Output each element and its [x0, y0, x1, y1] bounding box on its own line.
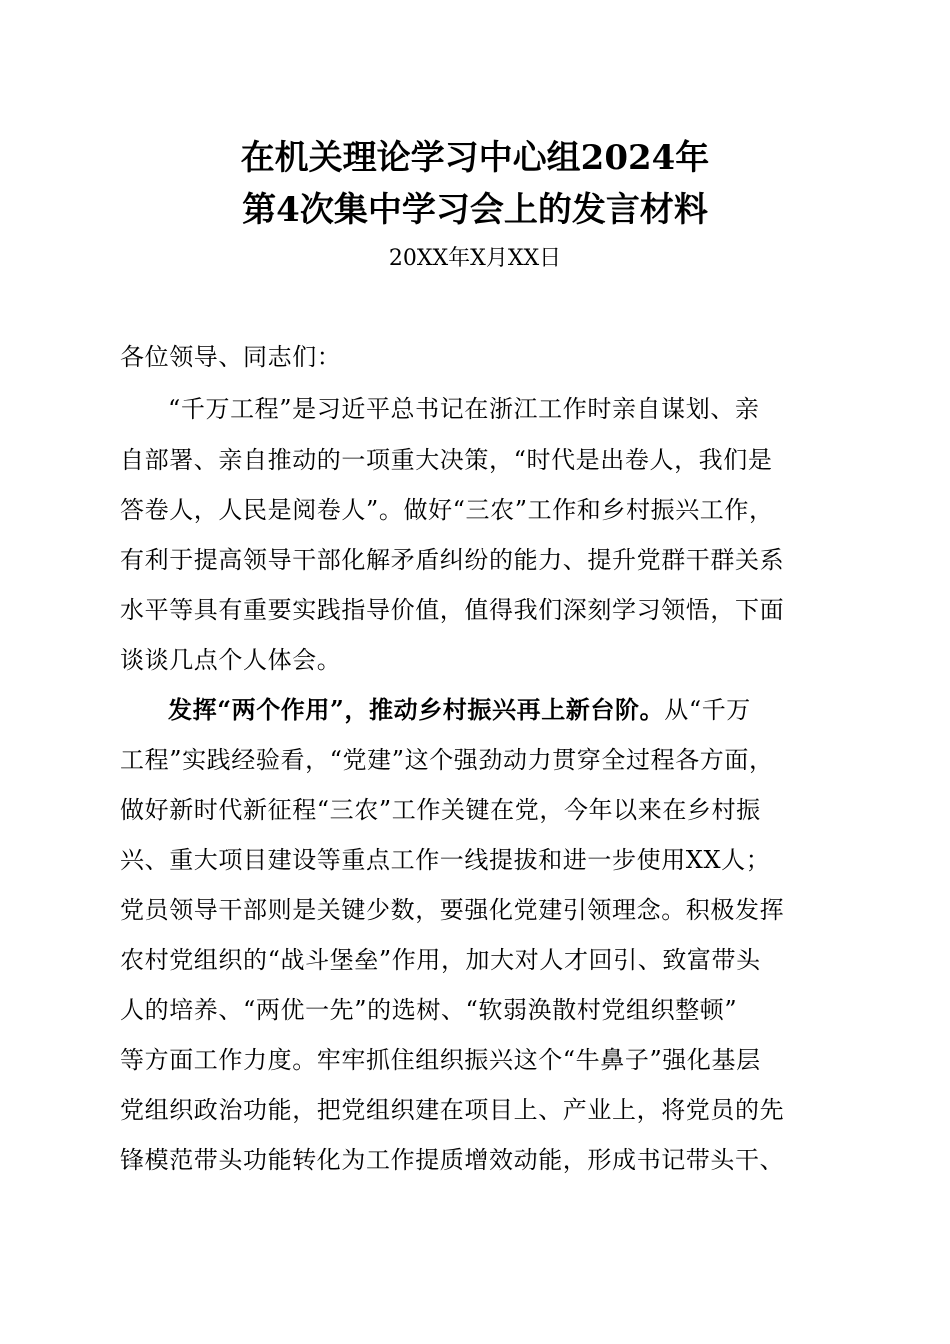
section-1-line: 兴、重大项目建设等重点工作一线提拔和进一步使用XX人；: [120, 846, 771, 874]
section-1-line: 农村党组织的“战斗堡垒”作用，加大对人才回引、致富带头: [120, 946, 761, 974]
document-title-line-1: 在机关理论学习中心组2024年: [240, 138, 710, 178]
section-1-line: 等方面工作力度。牢牢抓住组织振兴这个“牛鼻子”强化基层: [120, 1046, 761, 1074]
paragraph-1-line: 自部署、亲自推动的一项重大决策，“时代是出卷人，我们是: [120, 446, 773, 474]
document-date: 20XX年X月XX日: [388, 246, 562, 271]
section-1-line: 人的培养、“两优一先”的选树、“软弱涣散村党组织整顿”: [120, 996, 738, 1024]
salutation: 各位领导、同志们：: [120, 343, 342, 371]
document-title-line-2: 第4次集中学习会上的发言材料: [242, 190, 708, 230]
section-1-line: 党组织政治功能，把党组织建在项目上、产业上，将党员的先: [120, 1096, 785, 1124]
paragraph-1-line: 谈谈几点个人体会。: [120, 646, 342, 674]
paragraph-1-line: 水平等具有重要实践指导价值，值得我们深刻学习领悟，下面: [120, 596, 785, 624]
section-1-line: 做好新时代新征程“三农”工作关键在党，今年以来在乡村振: [120, 796, 761, 824]
section-1-first-line-text: 从“千万: [664, 696, 751, 724]
section-1-line: 工程”实践经验看，“党建”这个强劲动力贯穿全过程各方面，: [120, 746, 774, 774]
section-1-line: 锋模范带头功能转化为工作提质增效动能，形成书记带头干、: [120, 1146, 785, 1174]
paragraph-1-line: 答卷人，人民是阅卷人”。做好“三农”工作和乡村振兴工作，: [120, 496, 774, 524]
section-1-heading: 发挥“两个作用”，推动乡村振兴再上新台阶。: [168, 695, 665, 724]
section-1-first-line: [168, 694, 832, 726]
paragraph-1-line: 有利于提高领导干部化解矛盾纠纷的能力、提升党群干群关系: [120, 546, 785, 574]
paragraph-1-line: “千万工程”是习近平总书记在浙江工作时亲自谋划、亲: [168, 395, 760, 423]
section-1-line: 党员领导干部则是关键少数，要强化党建引领理念。积极发挥: [120, 896, 785, 924]
